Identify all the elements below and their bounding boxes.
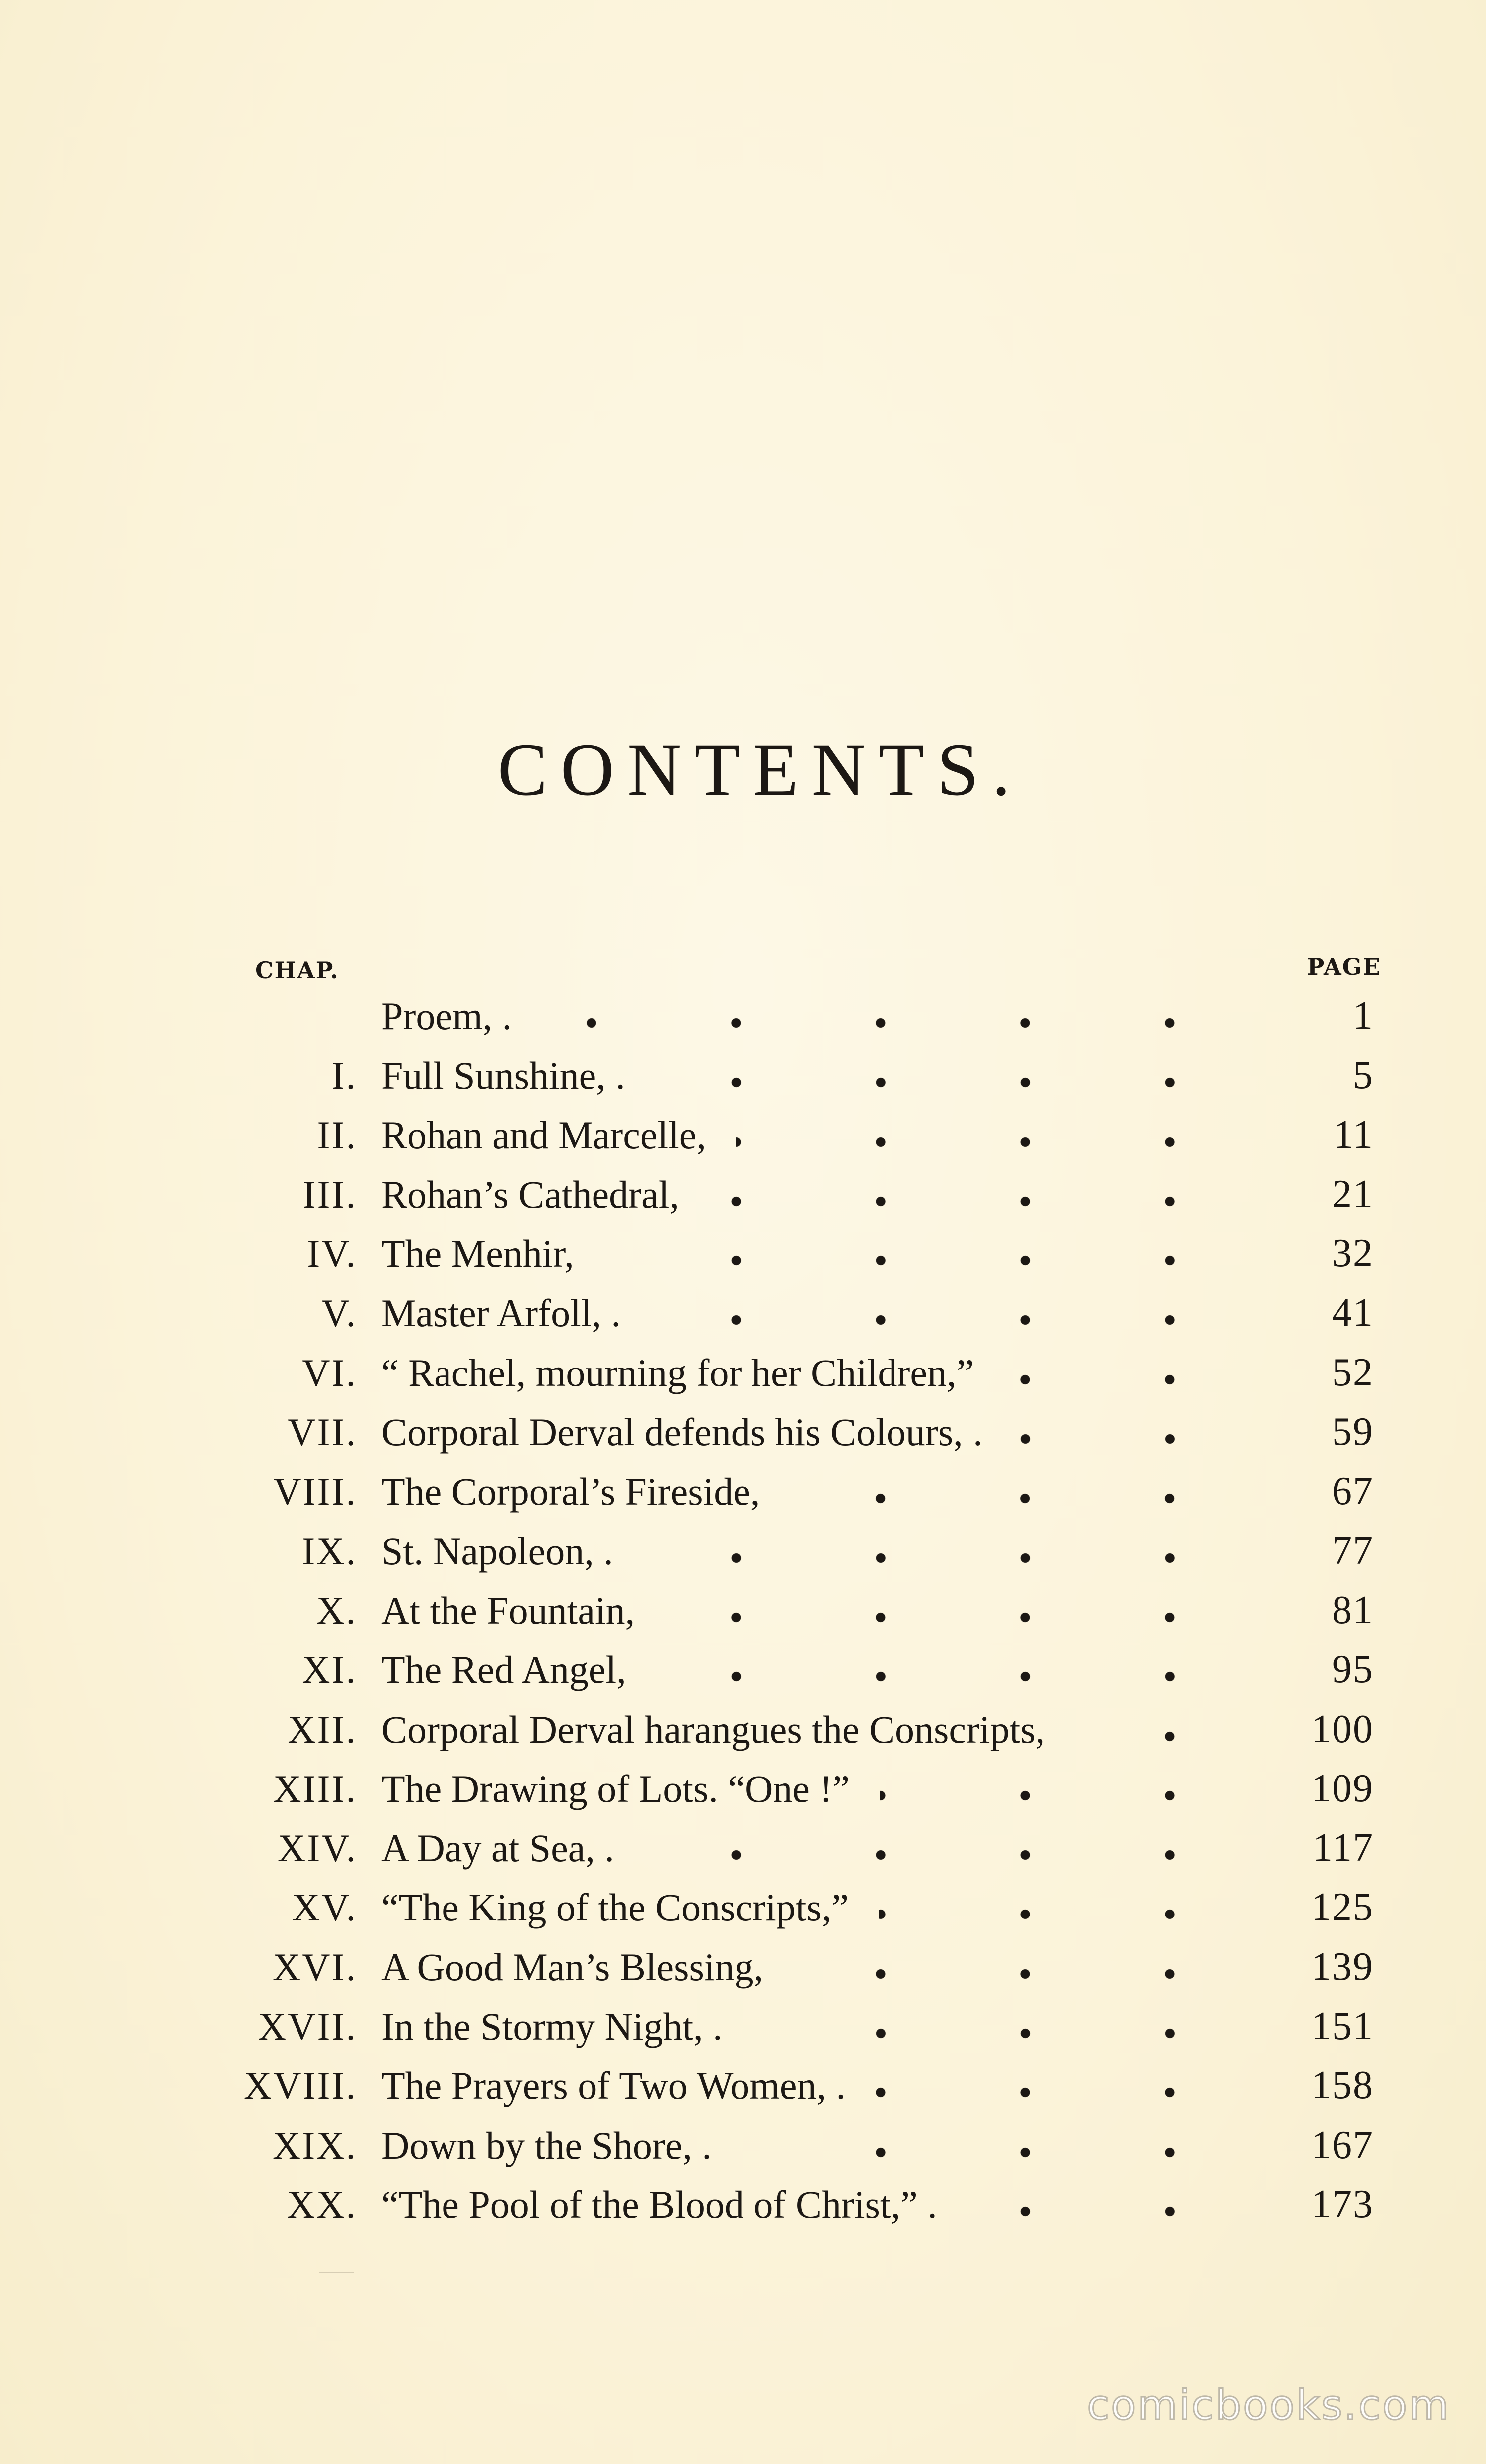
chapter-title: The Red Angel, <box>381 1648 626 1692</box>
page-number: 95 <box>1332 1647 1374 1692</box>
page-number: 139 <box>1311 1944 1374 1989</box>
chapter-number: XVI. <box>272 1945 357 1989</box>
page-number: 11 <box>1333 1112 1374 1157</box>
chapter-title: Rohan and Marcelle, <box>381 1113 706 1157</box>
chapter-number: VI. <box>302 1351 357 1394</box>
chapter-title: The Corporal’s Fireside, <box>381 1470 760 1513</box>
toc-entry[interactable] <box>0 1581 1486 1640</box>
toc-entry[interactable] <box>0 1640 1486 1699</box>
chapter-number: IV. <box>307 1232 357 1276</box>
chapter-number: XIX. <box>272 2123 357 2167</box>
page-column-header: PAGE <box>1307 954 1381 980</box>
page-number: 81 <box>1332 1588 1374 1632</box>
dot-leaders <box>651 1283 1252 1343</box>
dot-leaders <box>542 986 1252 1046</box>
chapter-title: The Drawing of Lots. “One !” <box>381 1767 850 1810</box>
toc-entry[interactable] <box>0 1105 1486 1165</box>
chapter-number: VII. <box>288 1410 357 1454</box>
page-title: CONTENTS. <box>497 728 1024 811</box>
page-number: 100 <box>1311 1707 1374 1751</box>
dot-leaders <box>655 1046 1252 1105</box>
chapter-title: A Good Man’s Blessing, <box>381 1945 764 1989</box>
dot-leaders <box>665 1581 1252 1640</box>
page-number: 117 <box>1312 1826 1374 1870</box>
page-number: 125 <box>1311 1885 1374 1929</box>
table-of-contents <box>0 986 1486 2234</box>
chapter-number: III. <box>302 1172 357 1216</box>
toc-entry[interactable] <box>0 1343 1486 1402</box>
toc-entry[interactable] <box>0 986 1486 1046</box>
chapter-number: VIII. <box>273 1470 357 1513</box>
chapter-title: Corporal Derval defends his Colours, . <box>381 1410 983 1454</box>
dot-leaders <box>790 1462 1252 1521</box>
chapter-title: “The Pool of the Blood of Christ,” . <box>381 2183 937 2226</box>
chapter-number: XVIII. <box>243 2064 357 2108</box>
chapter-number: V. <box>321 1291 357 1335</box>
chapter-title: Proem, . <box>381 994 512 1038</box>
dot-leaders <box>880 1759 1252 1818</box>
dot-leaders <box>876 2056 1252 2115</box>
chapter-number: XI. <box>302 1648 357 1692</box>
dot-leaders <box>643 1521 1252 1581</box>
page-number: 77 <box>1332 1528 1374 1573</box>
chapter-number: IX. <box>302 1529 357 1573</box>
toc-entry[interactable] <box>0 1402 1486 1462</box>
page-number: 21 <box>1332 1172 1374 1216</box>
page-number: 41 <box>1332 1291 1374 1335</box>
watermark: comicbooks.com <box>1087 2382 1450 2429</box>
dot-leaders <box>1075 1700 1252 1759</box>
dot-leaders <box>752 1997 1252 2056</box>
chapter-title: Master Arfoll, . <box>381 1291 621 1335</box>
chapter-title: At the Fountain, <box>381 1588 635 1632</box>
page-number: 151 <box>1311 2004 1374 2049</box>
chapter-title: Rohan’s Cathedral, <box>381 1172 679 1216</box>
chapter-number: XV. <box>292 1886 357 1929</box>
page-number: 109 <box>1311 1766 1374 1810</box>
dot-leaders <box>604 1224 1252 1283</box>
toc-entry[interactable] <box>0 1224 1486 1283</box>
dot-leaders <box>644 1818 1252 1878</box>
chapter-title: “ Rachel, mourning for her Children,” <box>381 1351 974 1394</box>
chapter-title: In the Stormy Night, . <box>381 2005 723 2049</box>
chapter-number: I. <box>331 1054 357 1097</box>
chapter-number: XIV. <box>277 1826 357 1870</box>
toc-entry[interactable] <box>0 1283 1486 1343</box>
chapter-title: Corporal Derval harangues the Conscripts, <box>381 1707 1045 1751</box>
chapter-column-header: CHAP. <box>255 957 339 984</box>
dot-leaders <box>742 2116 1252 2175</box>
dot-leaders <box>967 2175 1252 2234</box>
chapter-title: Down by the Shore, . <box>381 2123 712 2167</box>
toc-entry[interactable] <box>0 1462 1486 1521</box>
chapter-title: “The King of the Conscripts,” <box>381 1886 849 1929</box>
page-number: 158 <box>1311 2063 1374 2108</box>
page-number: 59 <box>1332 1410 1374 1454</box>
chapter-number: XX. <box>287 2183 357 2226</box>
chapter-title: Full Sunshine, . <box>381 1054 625 1097</box>
toc-entry[interactable] <box>0 2175 1486 2234</box>
footer-rule <box>319 2272 354 2273</box>
chapter-number: XVII. <box>258 2005 357 2049</box>
toc-entry[interactable] <box>0 2116 1486 2175</box>
page-number: 32 <box>1332 1232 1374 1276</box>
toc-entry[interactable] <box>0 1878 1486 1937</box>
page-number: 5 <box>1353 1053 1374 1097</box>
toc-entry[interactable] <box>0 1937 1486 1997</box>
chapter-title: The Prayers of Two Women, . <box>381 2064 846 2108</box>
chapter-number: II. <box>317 1113 357 1157</box>
page-number: 173 <box>1311 2182 1374 2226</box>
page-number: 52 <box>1332 1350 1374 1394</box>
toc-entry[interactable] <box>0 1700 1486 1759</box>
toc-entry[interactable] <box>0 1759 1486 1818</box>
dot-leaders <box>1013 1402 1252 1462</box>
chapter-title: A Day at Sea, . <box>381 1826 614 1870</box>
dot-leaders <box>879 1878 1252 1937</box>
toc-entry[interactable] <box>0 1165 1486 1224</box>
chapter-title: The Menhir, <box>381 1232 574 1276</box>
toc-entry[interactable] <box>0 1997 1486 2056</box>
chapter-number: XII. <box>288 1707 357 1751</box>
chapter-title: St. Napoleon, . <box>381 1529 613 1573</box>
page-number: 67 <box>1332 1469 1374 1513</box>
dot-leaders <box>736 1105 1252 1165</box>
dot-leaders <box>656 1640 1252 1699</box>
dot-leaders <box>793 1937 1252 1997</box>
chapter-number: XIII. <box>273 1767 357 1810</box>
page-number: 1 <box>1353 994 1374 1038</box>
chapter-number: X. <box>316 1588 357 1632</box>
toc-entry[interactable] <box>0 1521 1486 1581</box>
dot-leaders <box>709 1165 1252 1224</box>
toc-entry[interactable] <box>0 1818 1486 1878</box>
page-number: 167 <box>1311 2123 1374 2167</box>
toc-entry[interactable] <box>0 1046 1486 1105</box>
toc-entry[interactable] <box>0 2056 1486 2115</box>
dot-leaders <box>1004 1343 1252 1402</box>
